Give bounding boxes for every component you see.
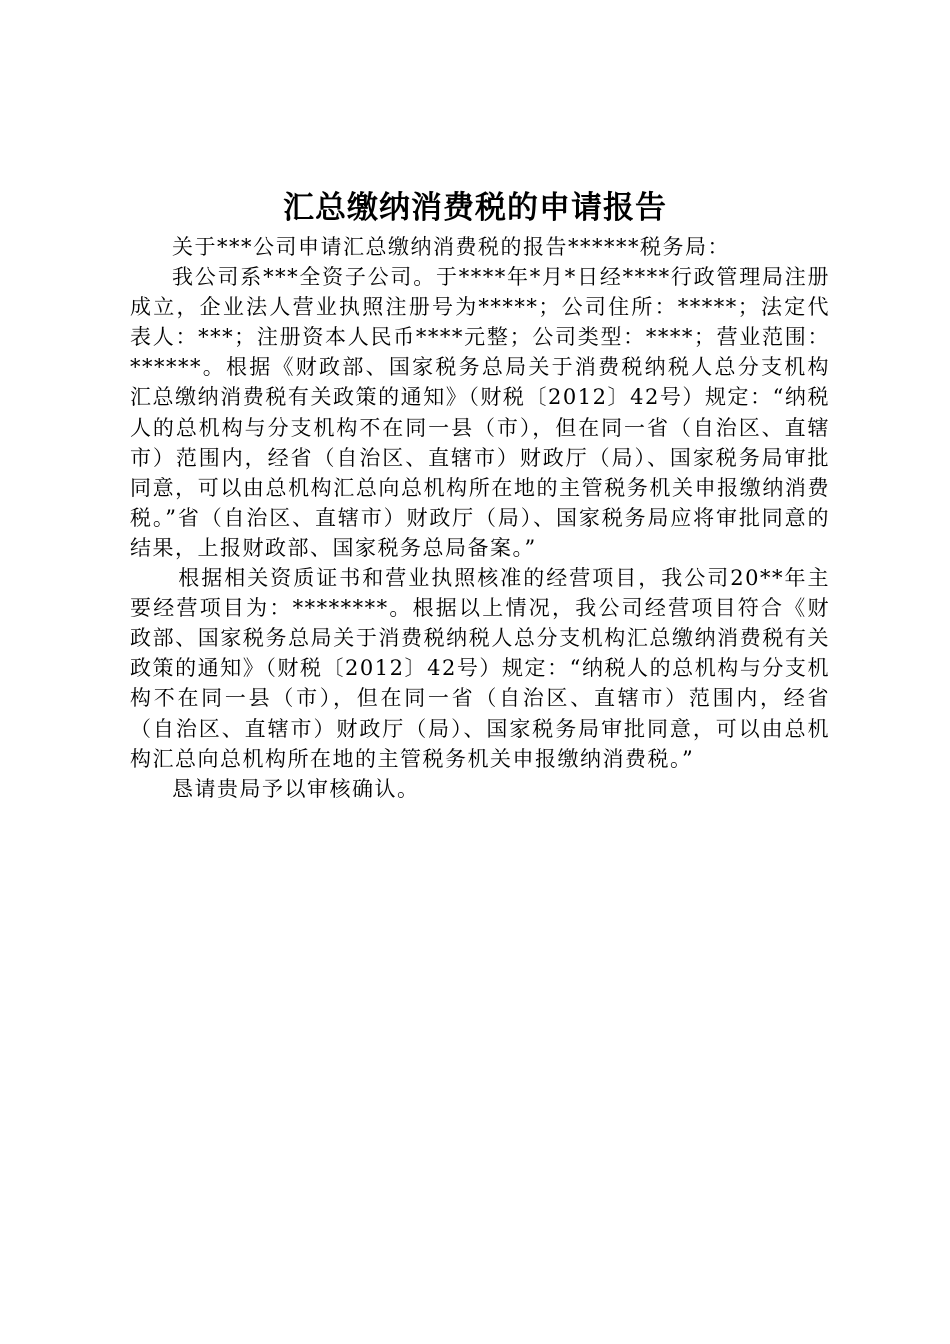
document-title: 汇总缴纳消费税的申请报告 (283, 190, 667, 226)
paragraph-closing-request: 恳请贵局予以审核确认。 (172, 776, 420, 801)
paragraph-business-scope: 根据相关资质证书和营业执照核准的经营项目，我公司20**年主要经营项目为：********。根据以上情况，我公司经营项目符合《财政部、国家税务总局关于消费税纳税人总分支机构汇总缴纳消费税有关政策的通知》（财税〔2012〕42号）规定：“纳税人的总机构与分支机构不在同一县（市），但在同一省（自治区、直辖市）范围内，经省（自治区、直辖市）财政厅（局）、国家税务局审批同意，可以由总机构汇总向总机构所在地的主管税务机关申报缴纳消费税。” (130, 566, 830, 771)
paragraph-company-info: 我公司系***全资子公司。于****年*月*日经****行政管理局注册成立，企业法人营业执照注册号为*****；公司住所：*****；法定代表人：***；注册资本人民币****元整；公司类型：****；营业范围：******。根据《财政部、国家税务总局关于消费税纳税人总分支机构汇总缴纳消费税有关政策的通知》（财税〔2012〕42号）规定：“纳税人的总机构与分支机构不在同一县（市），但在同一省（自治区、直辖市）范围内，经省（自治区、直辖市）财政厅（局）、国家税务局审批同意，可以由总机构汇总向总机构所在地的主管税务机关申报缴纳消费税。”省（自治区、直辖市）财政厅（局）、国家税务局应将审批同意的结果，上报财政部、国家税务总局备案。” (130, 265, 830, 560)
paragraph-salutation: 关于***公司申请汇总缴纳消费税的报告******税务局： (172, 235, 730, 259)
document-body (130, 232, 830, 804)
